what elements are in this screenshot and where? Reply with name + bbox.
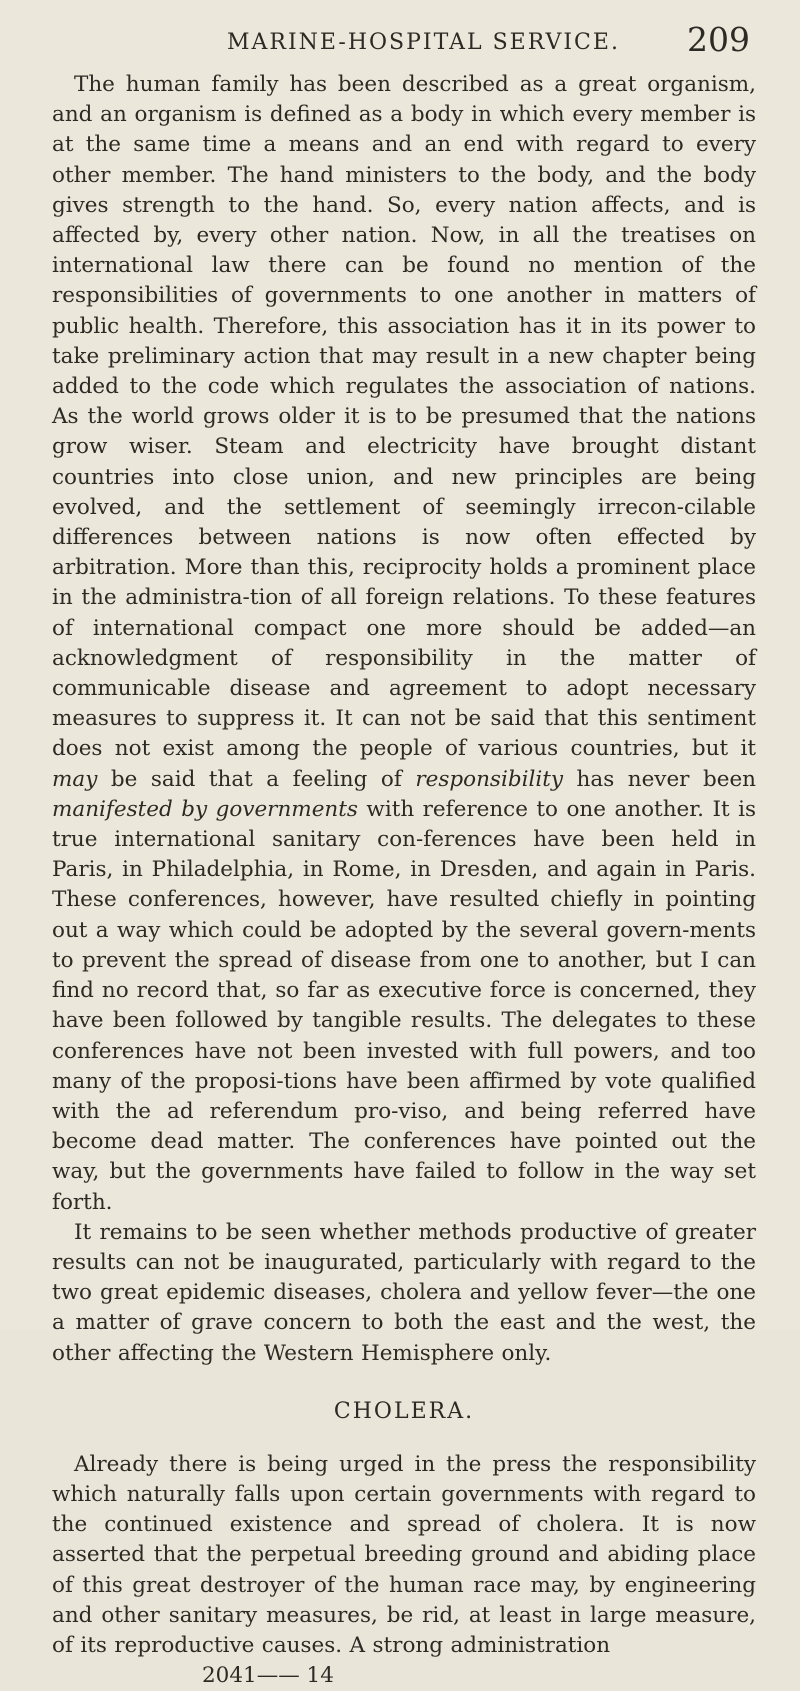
running-title: MARINE-HOSPITAL SERVICE. bbox=[227, 30, 620, 55]
paragraph-1 bbox=[52, 70, 756, 1218]
paragraph-1-mid2: has never been bbox=[576, 766, 757, 792]
paragraph-3: Already there is being urged in the press the responsibility which naturally falls upon certain governments with regard to the continued existence and spread of cholera. It is now asserted that the perpetual breeding ground and abiding place of this great destroyer of the human race may, by engineering and other sanitary measures, be rid, at least in large measure, of its reproductive causes. A strong administration bbox=[52, 1451, 756, 1658]
signature-mark: 2041—— 14 bbox=[202, 1663, 334, 1689]
paragraph-1-text: The human family has been described as a great organism, and an organism is defined as a body in which every member is at the same time a means and an end with regard to every other member. The hand ministers to the body, and the body gives strength to the hand. So, every nation affects, and is affected by, every other nation. Now, in all the treatises on international law there can be found no mention of the responsibilities of governments to one another in matters of public health. Therefore, this association has it in its power to take preliminary action that may result in a new chapter being added to the code which regulates the association of nations. As the world grows older it is to be presumed that the nations grow wiser. Steam and electricity have brought distant countries into close union, and new principles are being evolved, and the settlement of seemingly irrecon-cilable differences between nations is now often effected by arbitration. More than this, reciprocity holds a prominent place in the administra-tion of all foreign relations. To these features of international compact one more should be added—an acknowledgment of responsibility in the matter of communicable disease and agreement to adopt necessary measures to suppress it. It can not be said that this sentiment does not exist among the people of various countries, but it bbox=[52, 72, 756, 762]
paragraph-1-mid: be said that a feeling of bbox=[110, 766, 402, 792]
emphasis-may: may bbox=[52, 766, 98, 792]
paragraph-1-end: with reference to one another. It is true international sanitary con-ferences have been held in Paris, in Philadelphia, in Rome, in Dresden, and again in Paris. These conferences, however, have resulted chiefly in pointing out a way which could be adopted by the several govern-ments to prevent the spread of disease from one to another, but I can find no record that, so far as executive force is concerned, they have been followed by tangible results. The delegates to these conferences have not been invested with full powers, and too many of the proposi-tions have been affirmed by vote qualified with the ad referendum pro-viso, and being referred have become dead matter. The conferences have pointed out the way, but the governments have failed to follow in the way set forth. bbox=[52, 796, 756, 1215]
emphasis-manifested: manifested by governments bbox=[52, 796, 358, 822]
section-heading-cholera: CHOLERA. bbox=[333, 1398, 475, 1424]
page-number: 209 bbox=[687, 20, 750, 59]
emphasis-responsibility: responsibility bbox=[415, 766, 564, 792]
running-head bbox=[52, 14, 756, 60]
paragraph-2: It remains to be seen whether methods productive of greater results can not be inaugurated, particularly with regard to the two great epidemic diseases, cholera and yellow fever—the one a matter of grave concern to both the east and the west, the other affecting the Western Hemisphere only. bbox=[52, 1219, 756, 1366]
